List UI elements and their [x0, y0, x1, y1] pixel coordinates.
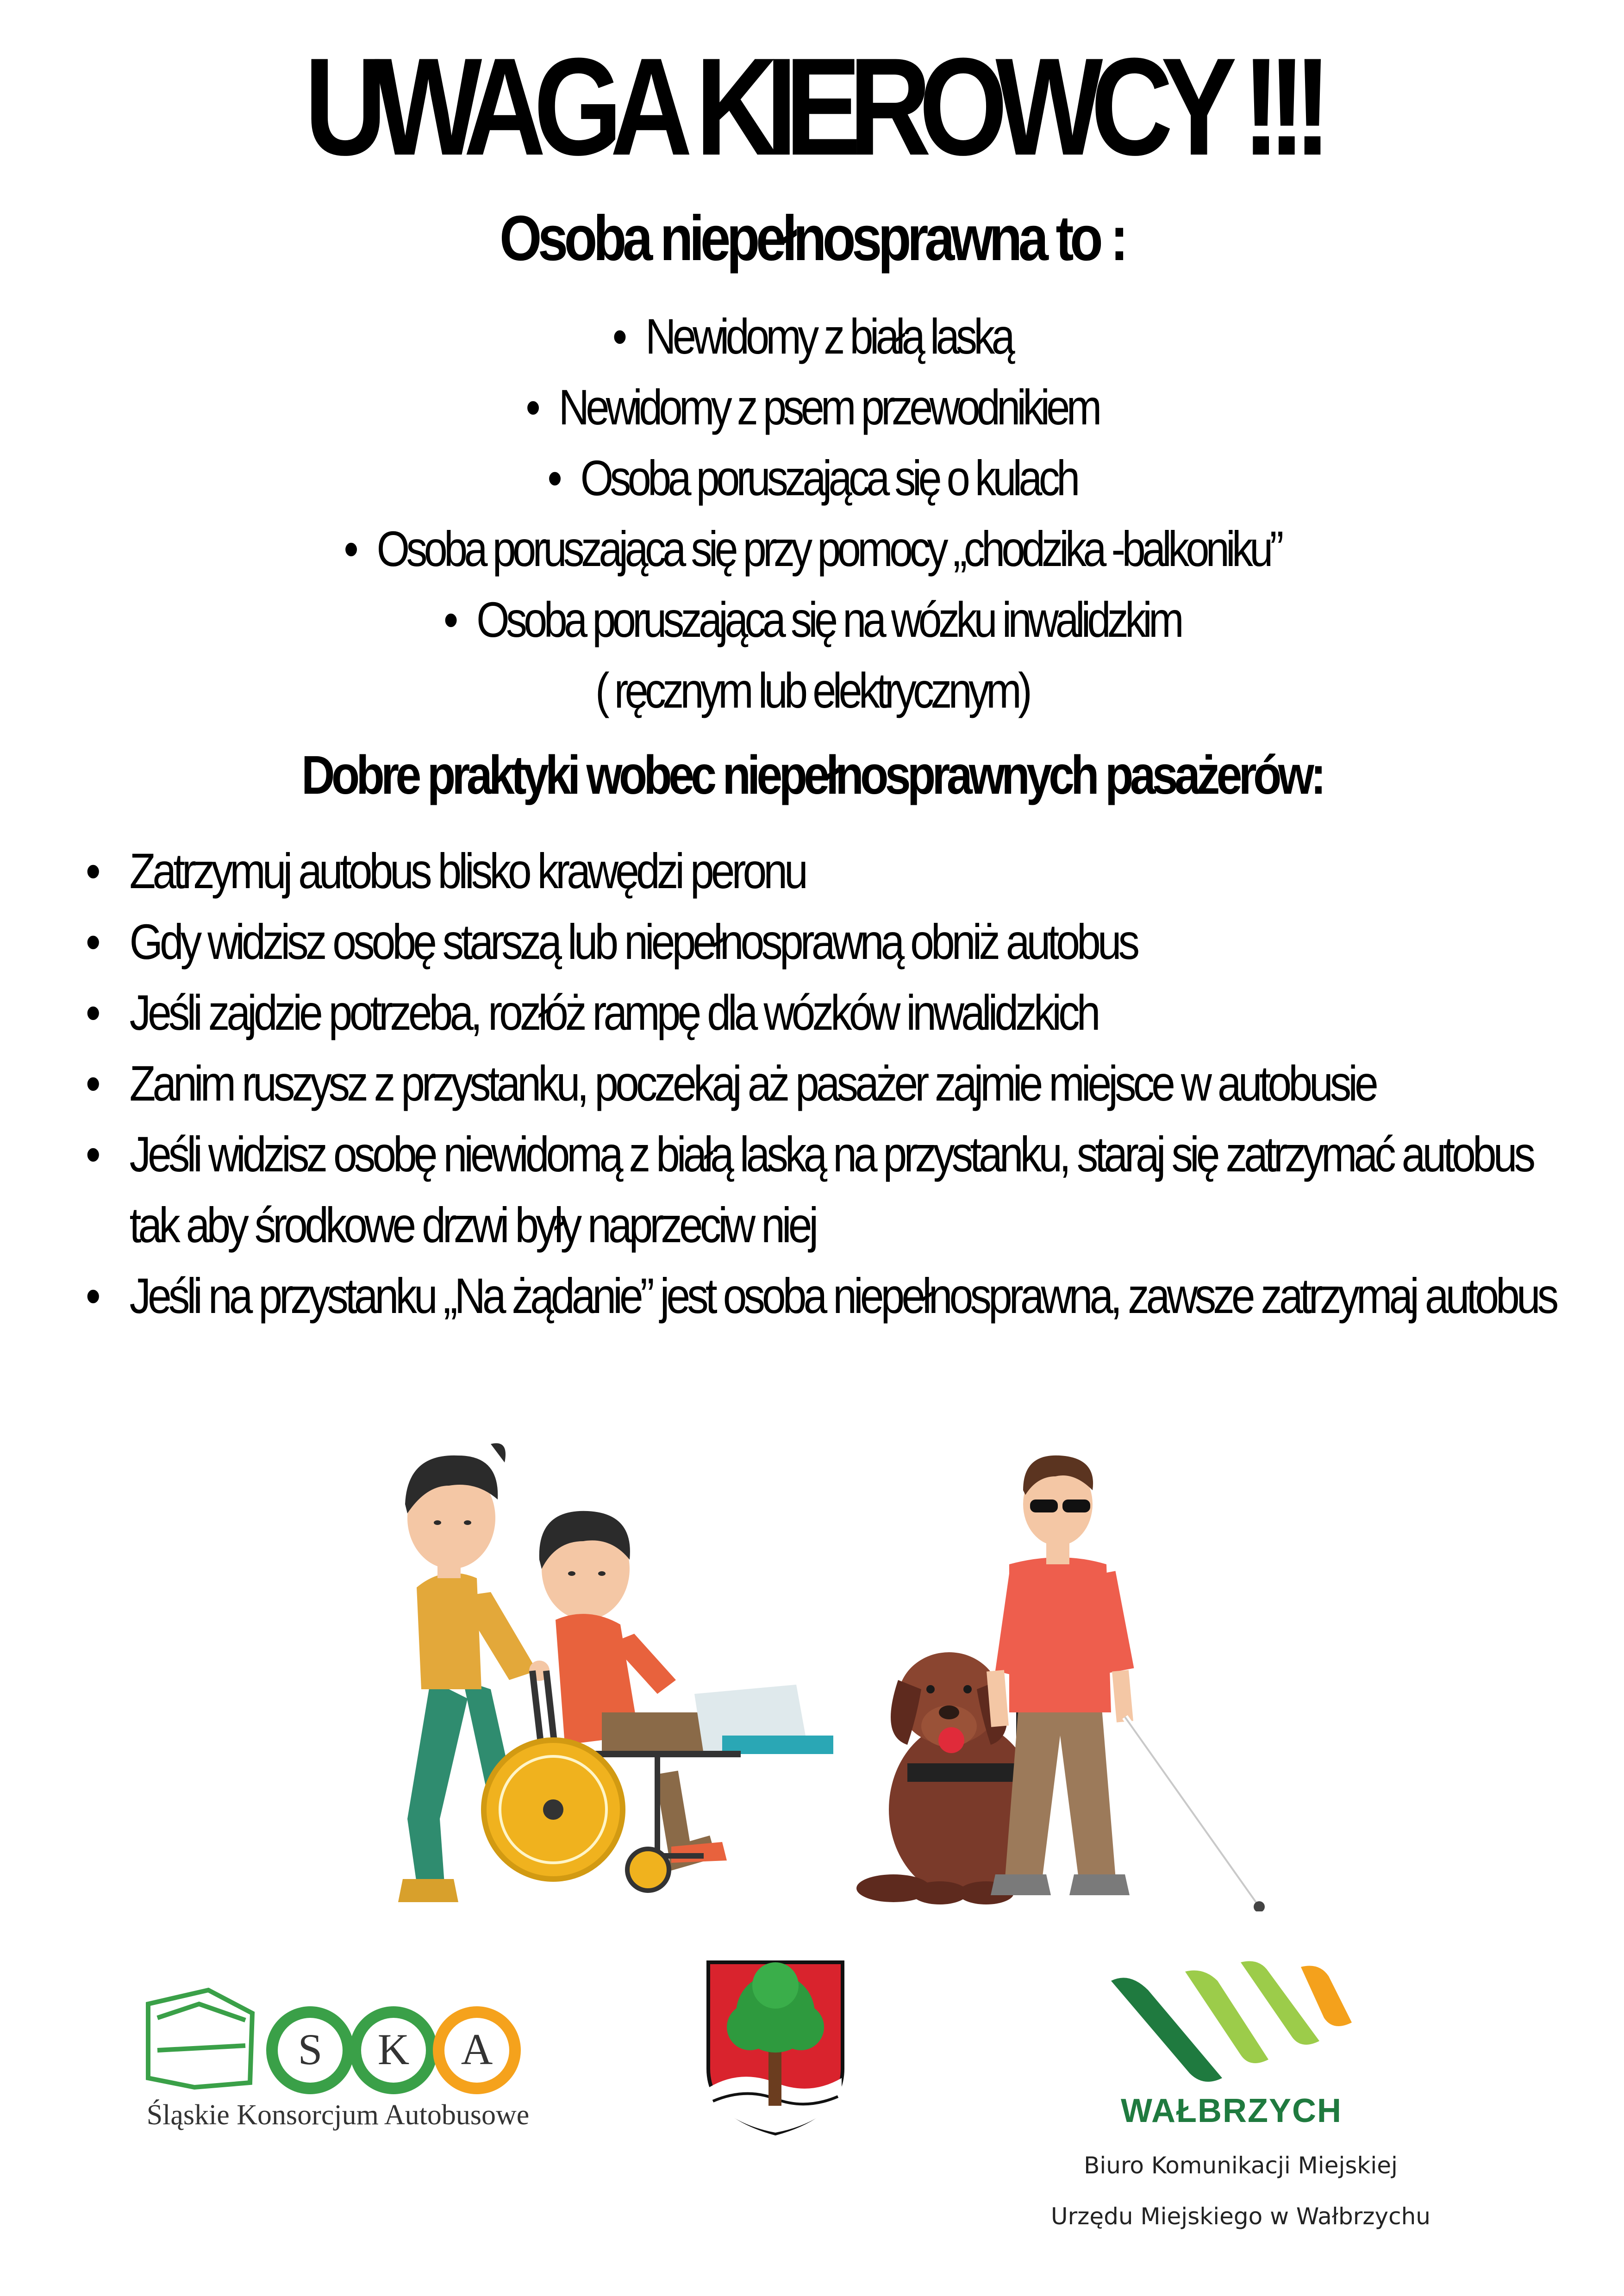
definition-item [122, 584, 1502, 726]
bullet-icon: • [86, 984, 98, 1040]
bullet-icon: • [612, 308, 624, 364]
illustration [0, 1412, 1624, 1911]
footer-line-2: Urzędu Miejskiego w Wałbrzychu [1051, 2203, 1430, 2230]
wheelchair-user-illustration [484, 1511, 833, 1891]
definition-list [0, 301, 1624, 726]
practice-item-text: Zanim ruszysz z przystanku, poczekaj aż pasażer zajmie miejsce w autobusie [129, 1055, 1375, 1111]
practice-item [86, 1119, 1583, 1260]
bullet-icon: • [344, 521, 355, 577]
bullet-icon: • [86, 1126, 98, 1182]
bullet-icon: • [443, 591, 455, 647]
good-practices-list [86, 835, 1556, 1331]
bullet-icon: • [525, 379, 537, 435]
definition-item-text: Osoba poruszająca się przy pomocy „chodzika -balkoniku” [376, 521, 1280, 577]
practice-item-text: Jeśli widzisz osobę niewidomą z białą laską na przystanku, staraj się zatrzymać autobus tak aby środkowe drzwi były naprzeciw niej [129, 1126, 1533, 1253]
definition-item [122, 301, 1502, 372]
practice-item [86, 1048, 1583, 1119]
bus-outline-icon [148, 1990, 252, 2087]
walbrzych-crest-icon [704, 1958, 847, 2138]
walbrzych-name: WAŁBRZYCH [1121, 2092, 1342, 2129]
practice-item [86, 906, 1583, 977]
practice-item-text: Gdy widzisz osobę starszą lub niepełnosprawną obniż autobus [129, 914, 1137, 970]
ska-letter-s: S [298, 2025, 323, 2074]
bullet-icon: • [86, 1055, 98, 1111]
practice-item [86, 1260, 1583, 1331]
practice-item [86, 977, 1583, 1048]
definition-item-text: Newidomy z białą laską [645, 308, 1012, 364]
bullet-icon: • [86, 1268, 98, 1324]
good-practices-heading: Dobre praktyki wobec niepełnosprawnych pasażerów: [301, 745, 1323, 806]
ska-letter-k: K [377, 2025, 410, 2074]
definition-item-text: Osoba poruszająca się na wózku inwalidzkim [476, 591, 1181, 647]
ska-caption: Śląskie Konsorcjum Autobusowe [146, 2099, 530, 2131]
footer-line-1: Biuro Komunikacji Miejskiej [1084, 2152, 1398, 2179]
practice-item-text: Zatrzymuj autobus blisko krawędzi peronu [129, 843, 805, 899]
definition-item-text: Osoba poruszająca się o kulach [580, 450, 1077, 506]
bullet-icon: • [86, 843, 98, 899]
blind-person-illustration [991, 1456, 1265, 1911]
practice-item-text: Jeśli zajdzie potrzeba, rozłóż rampę dla wózków inwalidzkich [129, 984, 1098, 1040]
ska-letter-a: A [461, 2025, 493, 2074]
definition-item [122, 372, 1502, 442]
definition-item [122, 513, 1502, 584]
bullet-icon: • [547, 450, 559, 506]
practice-item [86, 835, 1583, 906]
definition-heading: Osoba niepełnosprawna to : [500, 203, 1124, 274]
page-title: UWAGA KIEROWCY !!! [304, 29, 1320, 184]
definition-item [122, 442, 1502, 513]
practice-item-text: Jeśli na przystanku „Na żądanie” jest osoba niepełnosprawna, zawsze zatrzymaj autobus [129, 1268, 1556, 1324]
definition-note: ( ręcznym lub elektrycznym) [595, 662, 1029, 718]
bullet-icon: • [86, 914, 98, 970]
walbrzych-logo [1102, 1953, 1361, 2092]
definition-item-text: Newidomy z psem przewodnikiem [558, 379, 1099, 435]
